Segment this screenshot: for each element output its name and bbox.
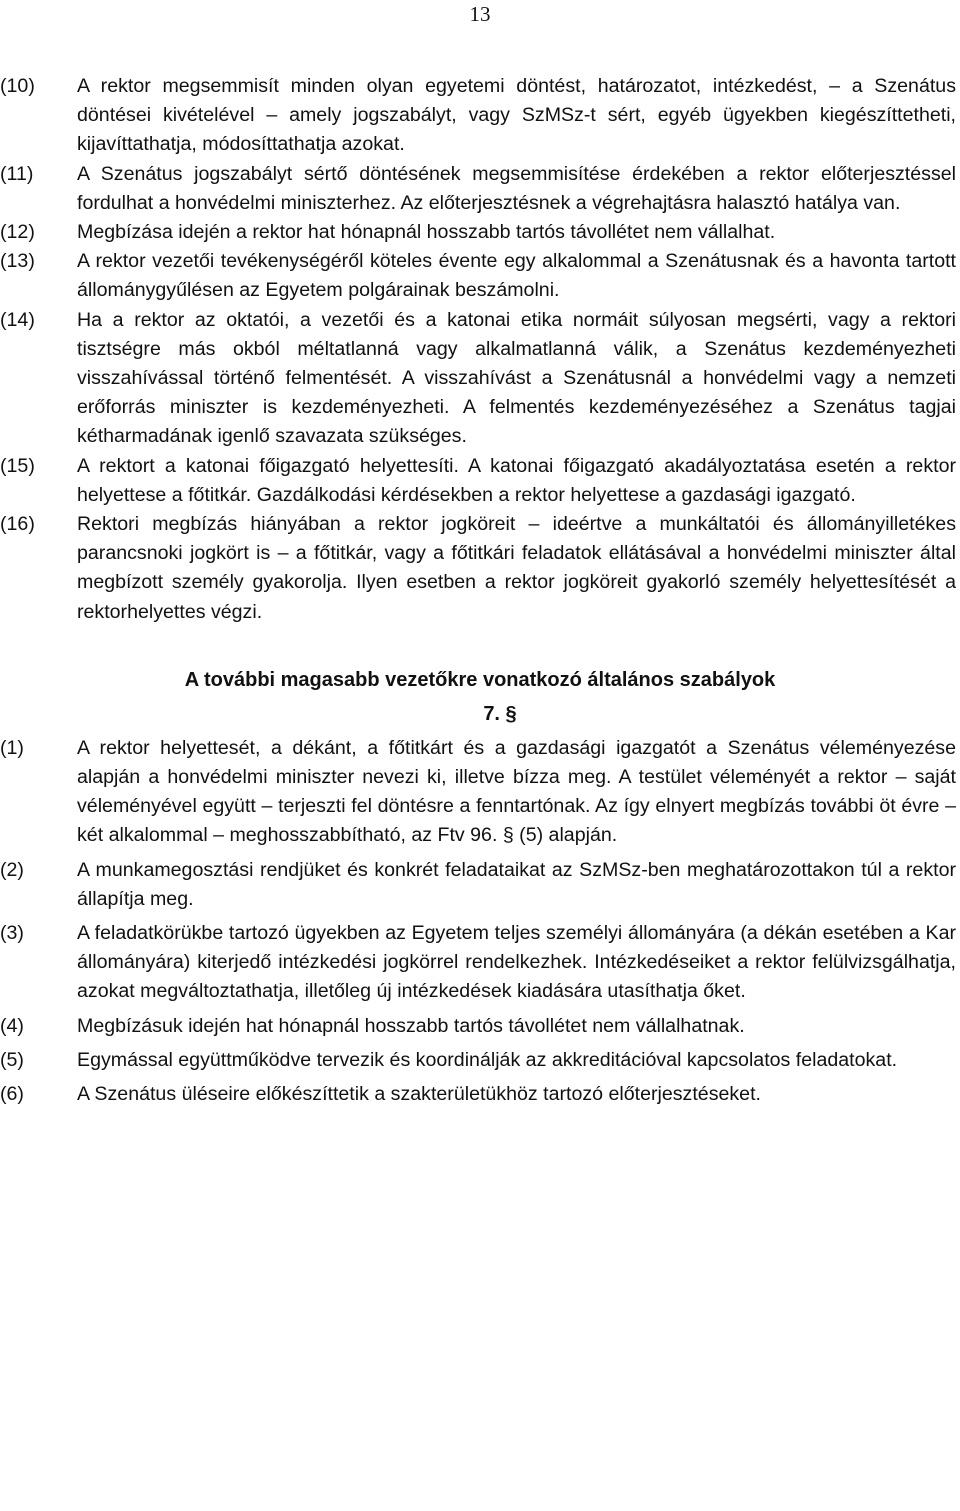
paragraph-2 bbox=[0, 856, 956, 914]
paragraph-14 bbox=[0, 306, 956, 452]
paragraph-text: Egymással együttműködve tervezik és koordinálják az akkreditációval kapcsolatos feladatokat. bbox=[77, 1048, 898, 1071]
paragraph-text: A feladatkörükbe tartozó ügyekben az Egyetem teljes személyi állományára (a dékán esetében a Kar állományára) kiterjedő intézkedési jogkörrel rendelkezhek. Intézkedéseiket a rektor felülvizsgálhatja, azokat megváltoztathatja, illetőleg új intézkedések kiadására utasíthatja őket. bbox=[77, 922, 956, 1003]
paragraph-number: (3) bbox=[0, 922, 24, 945]
paragraph-text: Megbízásuk idején hat hónapnál hosszabb tartós távollétet nem vállalhatnak. bbox=[77, 1014, 745, 1037]
paragraph-11 bbox=[0, 160, 956, 218]
paragraph-number: (14) bbox=[0, 308, 35, 331]
paragraph-text: A rektor megsemmisít minden olyan egyetemi döntést, határozatot, intézkedést, – a Szenátus döntései kivételével – amely jogszabályt, vagy SzMSz-t sért, egyéb ügyekben kiegészíttetheti, kijavíttathatja, módosíttathatja azokat. bbox=[77, 75, 956, 156]
paragraph-text: A rektor helyettesét, a dékánt, a főtitkárt és a gazdasági igazgatót a Szenátus véleményezése alapján a honvédelmi miniszter nevezi ki, illetve bízza meg. A testület véleményét a rektor – saját véleményével együtt – terjeszti fel döntésre a fenntartónak. Az így elnyert megbízás további öt évre – két alkalommal – meghosszabbítható, az Ftv 96. § (5) alapján. bbox=[77, 736, 956, 847]
paragraph-4 bbox=[0, 1012, 956, 1041]
paragraph-text: A Szenátus üléseire előkészíttetik a szakterületükhöz tartozó előterjesztéseket. bbox=[77, 1083, 761, 1106]
paragraph-number: (4) bbox=[0, 1014, 24, 1037]
paragraph-text: A munkamegosztási rendjüket és konkrét feladataikat az SzMSz-ben meghatározottakon túl a rektor állapítja meg. bbox=[77, 858, 956, 910]
section-number: 7. § bbox=[483, 702, 517, 725]
paragraph-number: (13) bbox=[0, 250, 35, 273]
paragraph-number: (11) bbox=[0, 162, 34, 185]
paragraph-number: (5) bbox=[0, 1048, 24, 1071]
paragraph-number: (16) bbox=[0, 513, 35, 536]
paragraph-10 bbox=[0, 72, 956, 160]
paragraph-15 bbox=[0, 452, 956, 510]
document-body bbox=[0, 72, 960, 1109]
paragraph-text: A rektort a katonai főigazgató helyettesíti. A katonai főigazgató akadályoztatása esetén a rektor helyettese a főtitkár. Gazdálkodási kérdésekben a rektor helyettese a gazdasági igazgató. bbox=[77, 454, 956, 506]
paragraph-text: Megbízása idején a rektor hat hónapnál hosszabb tartós távollétet nem vállalhat. bbox=[77, 221, 776, 244]
paragraph-12 bbox=[0, 218, 956, 247]
paragraph-number: (6) bbox=[0, 1083, 24, 1106]
paragraph-number: (1) bbox=[0, 736, 24, 759]
paragraph-number: (10) bbox=[0, 75, 35, 97]
paragraph-text: Rektori megbízás hiányában a rektor jogköreit – ideértve a munkáltatói és állományilletékes parancsnoki jogkört is – a főtitkár, vagy a főtitkári feladatok ellátásával a honvédelmi miniszter által megbízott személy gyakorolja. Ilyen esetben a rektor jogköreit gyakorló személy helyettesítését a rektorhelyettes végzi. bbox=[77, 513, 956, 623]
paragraph-text: A rektor vezetői tevékenységéről köteles évente egy alkalommal a Szenátusnak és a havonta tartott állománygyűlésen az Egyetem polgárainak beszámolni. bbox=[77, 250, 956, 302]
paragraph-text: Ha a rektor az oktatói, a vezetői és a katonai etika normáit súlyosan megsérti, vagy a rektori tisztségre más okból méltatlanná vagy alkalmatlanná válik, a Szenátus kezdeményezheti visszahívással történő felmentését. A visszahívást a Szenátusnál a honvédelmi vagy a nemzeti erőforrás miniszter is kezdeményezheti. A felmentés kezdeményezéséhez a Szenátus tagjai kétharmadának igenlő szavazata szükséges. bbox=[77, 308, 956, 448]
paragraph-16 bbox=[0, 510, 956, 627]
page-number: 13 bbox=[469, 2, 491, 26]
paragraph-text: A Szenátus jogszabályt sértő döntésének megsemmisítése érdekében a rektor előterjesztéssel fordulhat a honvédelmi miniszterhez. Az előterjesztésnek a végrehajtásra halasztó hatálya van. bbox=[77, 162, 956, 214]
paragraph-3 bbox=[0, 919, 956, 1007]
paragraph-1 bbox=[0, 734, 956, 851]
paragraph-6 bbox=[0, 1080, 956, 1109]
paragraph-13 bbox=[0, 247, 956, 305]
paragraph-number: (2) bbox=[0, 858, 24, 881]
section-heading: A további magasabb vezetőkre vonatkozó általános szabályok bbox=[184, 668, 776, 691]
paragraph-number: (15) bbox=[0, 454, 35, 477]
paragraph-5 bbox=[0, 1046, 956, 1075]
paragraph-number: (12) bbox=[0, 221, 35, 244]
